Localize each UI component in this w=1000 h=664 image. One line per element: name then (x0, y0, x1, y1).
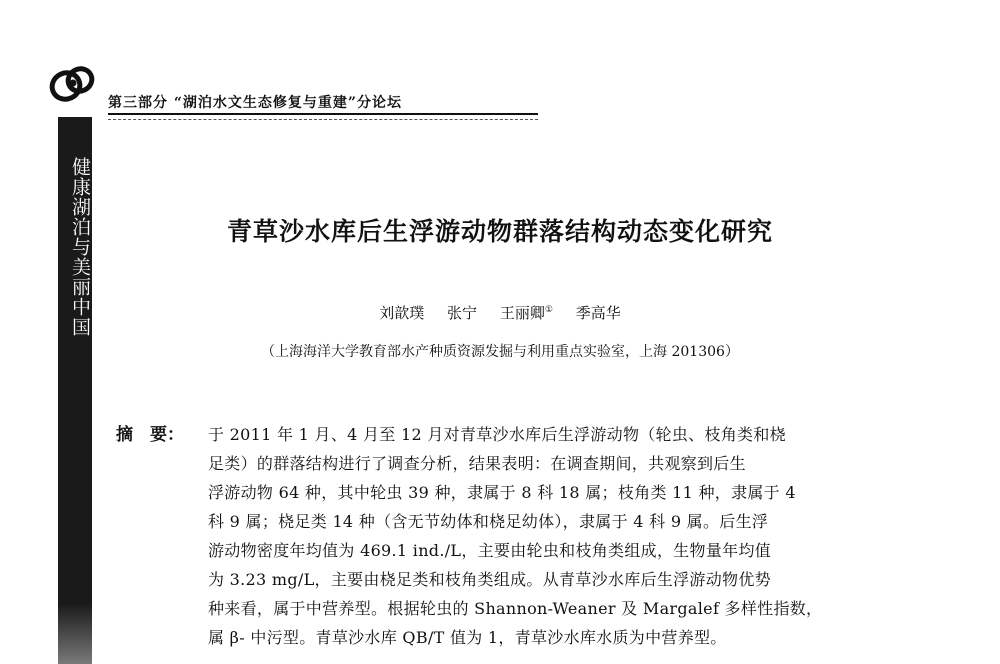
abstract-line: 种来看，属于中营养型。根据轮虫的 Shannon-Weaner 及 Margalef 多样性指数， (208, 599, 823, 618)
header-rule (108, 113, 538, 115)
abstract-line: 科 9 属；桡足类 14 种（含无节幼体和桡足幼体），隶属于 4 科 9 属。后生浮 (208, 512, 769, 531)
section-header: 第三部分 “湖泊水文生态修复与重建”分论坛 (108, 95, 402, 111)
author-name: 张宁 (447, 304, 478, 322)
affiliation: （上海海洋大学教育部水产种质资源发掘与利用重点实验室，上海 201306） (261, 344, 739, 360)
abstract-label: 摘 要： (116, 425, 184, 445)
corresponding-author-mark: ① (544, 305, 553, 315)
abstract-body (208, 420, 898, 652)
side-bar-fade (58, 604, 92, 664)
author-name: 刘歆璞 (379, 304, 425, 322)
abstract (116, 420, 906, 664)
side-bar-text: 健康湖泊与美丽中国 (69, 157, 91, 337)
abstract-line: 于 2011 年 1 月、4 月至 12 月对青草沙水库后生浮游动物（轮虫、枝角类和桡 (208, 425, 786, 444)
author-name: 王丽卿① (499, 304, 553, 322)
abstract-line: 足类）的群落结构进行了调查分析，结果表明：在调查期间，共观察到后生 (208, 454, 746, 473)
abstract-line: 浮游动物 64 种，其中轮虫 39 种，隶属于 8 科 18 属；枝角类 11 种，隶属于 4 (208, 483, 796, 502)
abstract-line: 为 3.23 mg/L，主要由桡足类和枝角类组成。从青草沙水库后生浮游动物优势 (208, 570, 771, 589)
author-list (0, 302, 1000, 323)
abstract-line: 属 β- 中污型。青草沙水库 QB/T 值为 1，青草沙水库水质为中营养型。 (208, 628, 727, 647)
forum-logo-icon (46, 62, 104, 106)
author-name: 季高华 (575, 304, 621, 322)
header-rule-dashed (108, 119, 538, 120)
abstract-line: 游动物密度年均值为 469.1 ind./L，主要由轮虫和枝角类组成，生物量年均值 (208, 541, 772, 560)
side-bar (58, 117, 92, 664)
paper-title: 青草沙水库后生浮游动物群落结构动态变化研究 (226, 217, 773, 246)
